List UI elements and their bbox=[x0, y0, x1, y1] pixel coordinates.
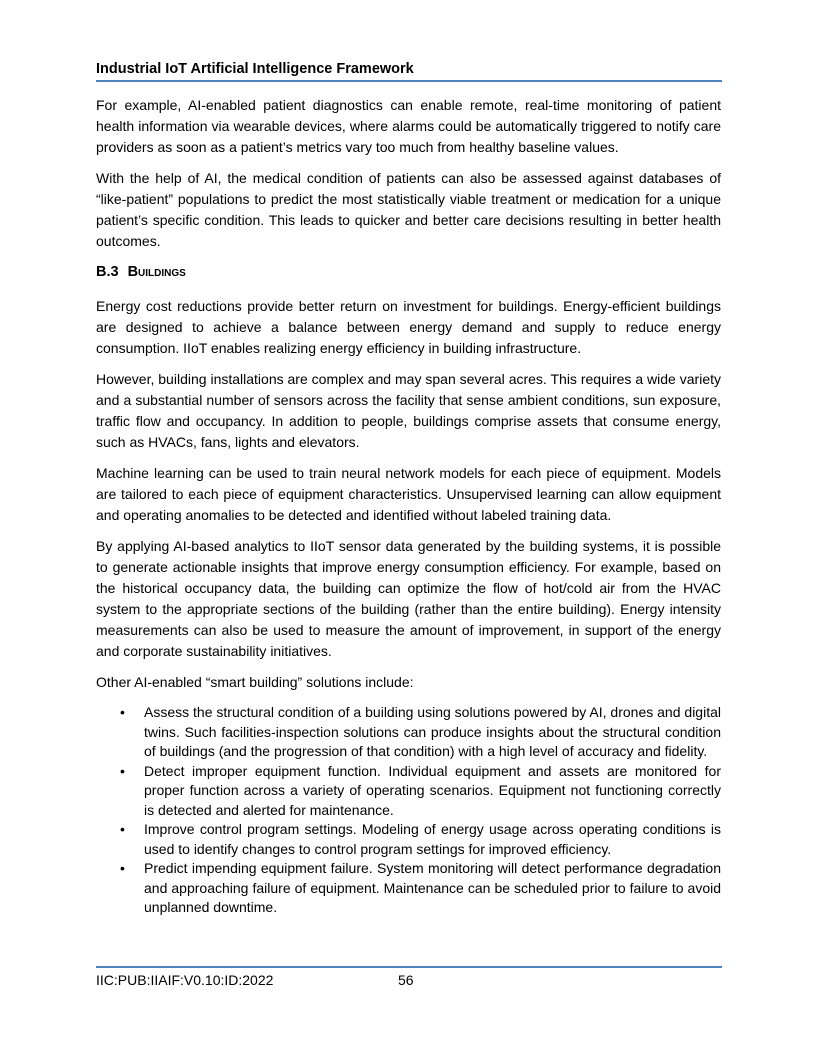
list-item bbox=[120, 859, 721, 918]
bullet-icon: • bbox=[120, 704, 125, 720]
section-title: Buildings bbox=[127, 264, 186, 280]
footer-rule bbox=[96, 966, 722, 968]
body-paragraph: By applying AI-based analytics to IIoT sensor data generated by the building systems, it is possible to generate actionable insights that improve energy consumption efficiency. For example, based on the historical occupancy data, the building can optimize the flow of hot/cold air from the HVAC system to the appropriate sections of the building (rather than the entire building). Energy intensity measurements can also be used to measure the amount of improvement, in support of the energy and corporate sustainability initiatives. bbox=[96, 538, 721, 659]
running-header-title: Industrial IoT Artificial Intelligence Framework bbox=[96, 61, 414, 77]
footer-document-id: IIC:PUB:IIAIF:V0.10:ID:2022 bbox=[96, 972, 274, 988]
body-paragraph: For example, AI-enabled patient diagnostics can enable remote, real-time monitoring of patient health information via wearable devices, where alarms could be automatically triggered to notify care providers as soon as a patient’s metrics vary too much from healthy baseline values. bbox=[96, 97, 721, 155]
body-paragraph: Machine learning can be used to train neural network models for each piece of equipment. Models are tailored to each piece of equipment characteristics. Unsupervised learning can allow equipment and operating anomalies to be detected and identified without labeled training data. bbox=[96, 465, 721, 523]
bullet-icon: • bbox=[120, 821, 125, 837]
bullet-list bbox=[96, 703, 721, 918]
list-item bbox=[120, 762, 721, 821]
body-paragraph: With the help of AI, the medical condition of patients can also be assessed against databases of “like-patient” populations to predict the most statistically viable treatment or medication for a unique patient’s specific condition. This leads to quicker and better care decisions resulting in better health outcomes. bbox=[96, 170, 721, 249]
body-paragraph: Energy cost reductions provide better return on investment for buildings. Energy-efficient buildings are designed to achieve a balance between energy demand and supply to reduce energy consumption. IIoT enables realizing energy efficiency in building infrastructure. bbox=[96, 298, 721, 356]
header-rule bbox=[96, 80, 722, 82]
list-intro: Other AI-enabled “smart building” solutions include: bbox=[96, 674, 414, 690]
list-item-text: Improve control program settings. Modeling of energy usage across operating conditions is used to identify changes to control program settings for improved efficiency. bbox=[144, 821, 721, 857]
list-item bbox=[120, 703, 721, 762]
list-item bbox=[120, 820, 721, 859]
body-paragraph: However, building installations are complex and may span several acres. This requires a wide variety and a substantial number of sensors across the facility that sense ambient conditions, sun exposure, traffic flow and occupancy. In addition to people, buildings comprise assets that consume energy, such as HVACs, fans, lights and elevators. bbox=[96, 371, 721, 450]
list-item-text: Detect improper equipment function. Individual equipment and assets are monitored for proper function across a variety of operating scenarios. Equipment not functioning correctly is detected and alerted for maintenance. bbox=[144, 762, 721, 818]
list-item-text: Assess the structural condition of a building using solutions powered by AI, drones and digital twins. Such facilities-inspection solutions can produce insights about the structural condition of buildings (and the progression of that condition) with a high level of accuracy and fidelity. bbox=[144, 704, 721, 759]
page-body bbox=[96, 95, 721, 918]
list-item-text: Predict impending equipment failure. System monitoring will detect performance degradation and approaching failure of equipment. Maintenance can be scheduled prior to failure to avoid unplanned downtime. bbox=[144, 860, 721, 915]
section-number: B.3 bbox=[96, 264, 119, 280]
page-number: 56 bbox=[398, 972, 414, 988]
bullet-icon: • bbox=[120, 860, 125, 876]
section-heading bbox=[96, 262, 721, 282]
bullet-icon: • bbox=[120, 762, 125, 779]
